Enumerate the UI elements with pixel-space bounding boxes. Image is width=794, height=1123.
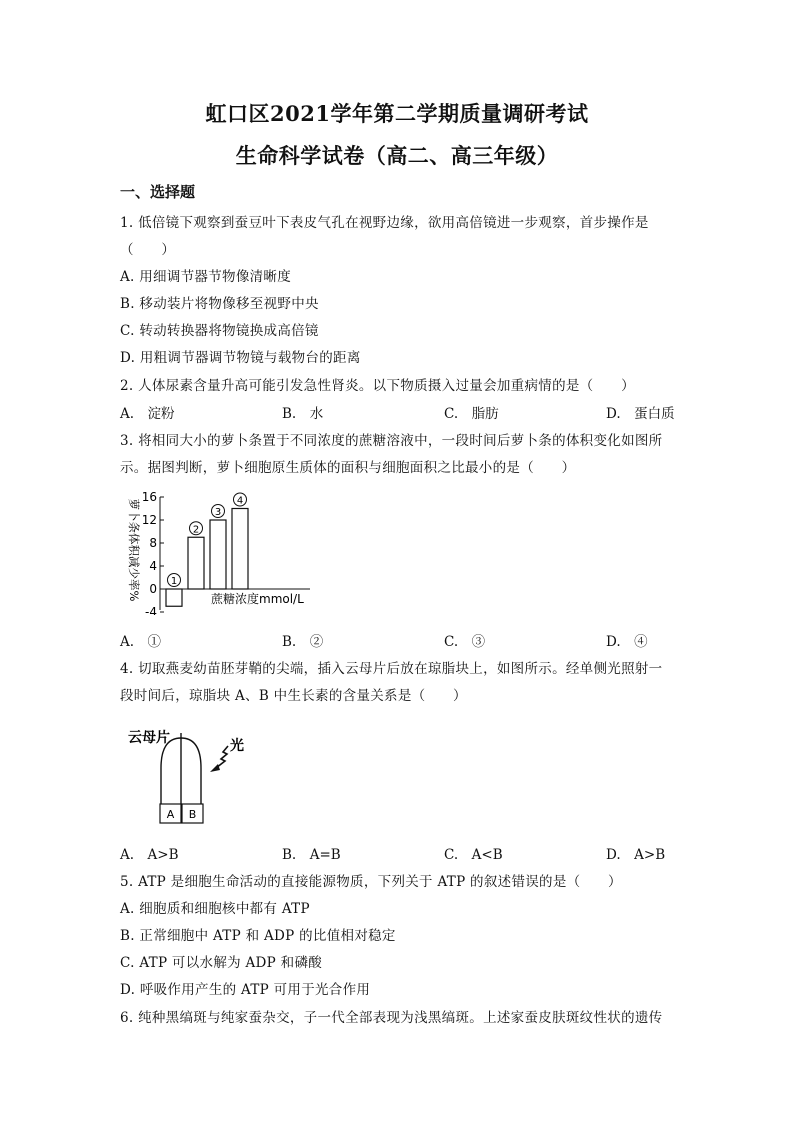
mica-label: 云母片 (128, 730, 170, 746)
q4-stem-line2: 段时间后，琼脂块 A、B 中生长素的含量关系是（ ） (120, 688, 467, 704)
chart-category-label: 4 (236, 495, 244, 507)
q4-option-d: D. A>B (606, 847, 666, 863)
q5-option-c: C. ATP 可以水解为 ADP 和磷酸 (120, 955, 323, 971)
chart-bar (166, 589, 182, 606)
chart-bar (188, 537, 204, 589)
chart-y-tick-label: 0 (149, 582, 157, 596)
q2-option-c: C. 脂肪 (444, 406, 499, 422)
chart-bar (232, 509, 248, 590)
q1-stem-line2: （ ） (120, 242, 176, 258)
page-title-line2: 生命科学试卷（高二、高三年级） (235, 143, 559, 168)
q1-option-a: A. 用细调节器节物像清晰度 (120, 269, 292, 285)
q2-stem: 2. 人体尿素含量升高可能引发急性肾炎。以下物质摄入过量会加重病情的是（ ） (120, 378, 635, 394)
q3-option-c: C. ③ (444, 634, 486, 650)
q3-stem-line2: 示。据图判断，萝卜细胞原生质体的面积与细胞面积之比最小的是（ ） (120, 460, 576, 476)
chart-y-tick-label: 12 (141, 513, 157, 527)
q6-stem-line1: 6. 纯种黑缟斑与纯家蚕杂交，子一代全部表现为浅黑缟斑。上述家蚕皮肤斑纹性状的遗传 (120, 1010, 663, 1026)
q3-stem-line1: 3. 将相同大小的萝卜条置于不同浓度的蔗糖溶液中，一段时间后萝卜条的体积变化如图所 (120, 433, 663, 449)
q2-option-a: A. 淀粉 (120, 406, 175, 422)
q5-option-b: B. 正常细胞中 ATP 和 ADP 的比值相对稳定 (120, 928, 396, 944)
q1-option-c: C. 转动转换器将物镜换成高倍镜 (120, 323, 319, 339)
q3-bar-chart (118, 485, 328, 615)
chart-bar (210, 520, 226, 589)
q1-option-d: D. 用粗调节器调节物镜与载物台的距离 (120, 350, 361, 366)
light-label: 光 (230, 738, 244, 754)
chart-y-tick-label: 16 (141, 490, 157, 504)
q3-option-a: A. ① (120, 634, 162, 650)
q3-option-b: B. ② (282, 634, 324, 650)
agar-block-a-label: A (166, 808, 175, 821)
q4-option-b: B. A=B (282, 847, 341, 863)
section-heading: 一、选择题 (120, 183, 196, 201)
chart-category-label: 3 (214, 507, 222, 518)
q1-stem-line1: 1. 低倍镜下观察到蚕豆叶下表皮气孔在视野边缘，欲用高倍镜进一步观察，首步操作是 (120, 215, 649, 231)
chart-x-axis-label: 蔗糖浓度mmol/L (211, 592, 304, 606)
chart-y-tick-label: 4 (149, 559, 157, 573)
q4-option-c: C. A<B (444, 847, 503, 863)
chart-y-tick-label: 8 (149, 536, 157, 550)
q3-option-d: D. ④ (606, 634, 648, 650)
q1-option-b: B. 移动装片将物像移至视野中央 (120, 296, 319, 312)
q4-stem-line1: 4. 切取燕麦幼苗胚芽鞘的尖端，插入云母片后放在琼脂块上，如图所示。经单侧光照射一 (120, 661, 663, 677)
agar-block-b-label: B (188, 808, 197, 821)
q4-option-a: A. A>B (120, 847, 179, 863)
q2-option-d: D. 蛋白质 (606, 406, 675, 422)
chart-y-tick-label: -4 (145, 605, 157, 615)
q5-option-d: D. 呼吸作用产生的 ATP 可用于光合作用 (120, 982, 371, 998)
chart-category-label: 1 (170, 576, 178, 587)
chart-category-label: 2 (192, 524, 200, 536)
q5-option-a: A. 细胞质和细胞核中都有 ATP (120, 901, 310, 917)
q4-coleoptile-diagram (126, 728, 276, 828)
chart-y-axis-label: 萝卜条体积减少率% (127, 498, 141, 602)
q5-stem: 5. ATP 是细胞生命活动的直接能源物质，下列关于 ATP 的叙述错误的是（ ） (120, 874, 622, 890)
page-title-line1: 虹口区2021学年第二学期质量调研考试 (205, 101, 589, 126)
q2-option-b: B. 水 (282, 406, 324, 422)
